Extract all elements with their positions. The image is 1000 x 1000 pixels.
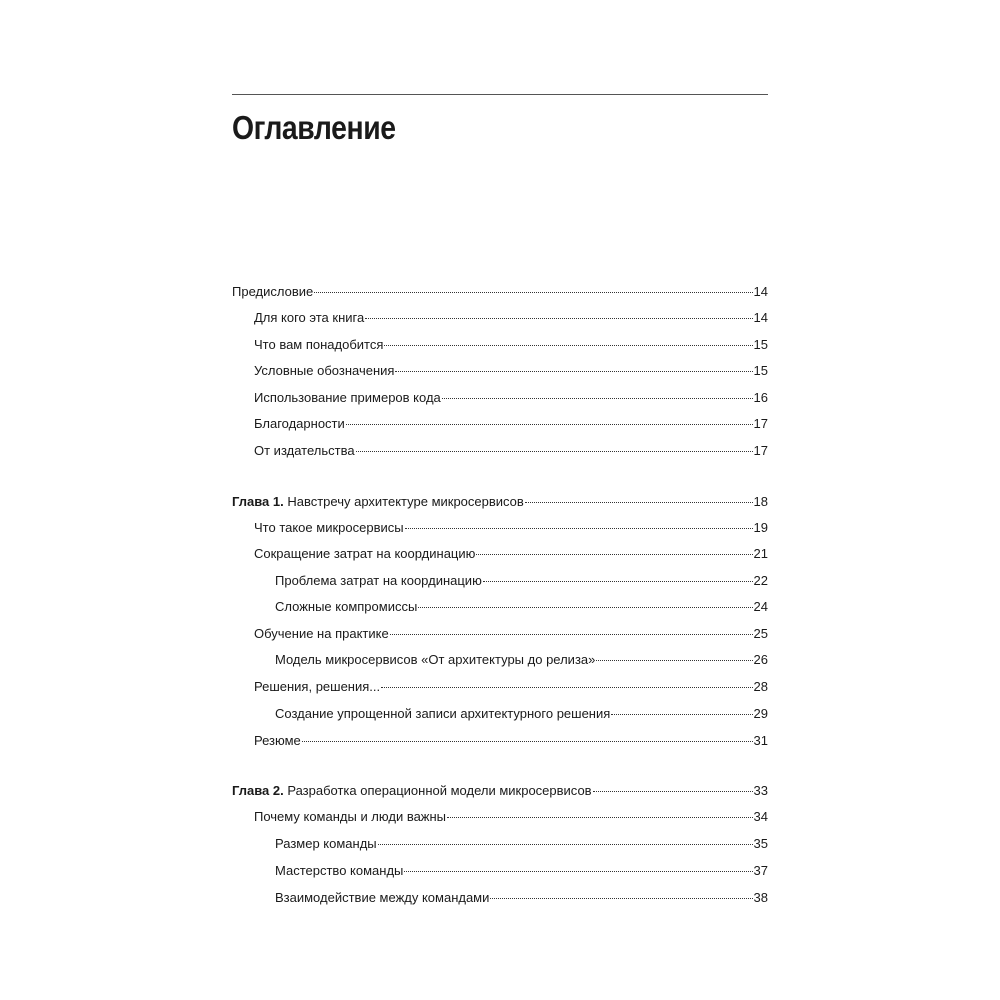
toc-entry-title [275, 597, 417, 617]
toc-entry-text: Почему команды и люди важны [254, 809, 447, 824]
toc-entry [254, 518, 768, 538]
toc-entry-text: Обучение на практике [254, 626, 389, 641]
toc-entry-text: Для кого эта книга [254, 310, 365, 325]
dot-leader [395, 371, 752, 372]
dot-leader [483, 581, 753, 582]
toc-entry [275, 861, 768, 881]
toc-page-number: 18 [753, 494, 768, 509]
toc-entry-text: Резюме [254, 733, 301, 748]
toc-entry [254, 677, 768, 697]
toc-page-number: 34 [753, 809, 768, 824]
toc-entry [232, 282, 768, 302]
toc-page-number: 14 [753, 284, 768, 299]
toc-entry-title [254, 308, 364, 328]
toc-entry-title [275, 571, 482, 591]
toc-page-number: 15 [753, 363, 768, 378]
toc-entry-title [254, 361, 394, 381]
toc-entry-text: Условные обозначения [254, 363, 395, 378]
toc-entry-text: Создание упрощенной записи архитектурного решения [275, 706, 611, 721]
toc-entry [254, 544, 768, 564]
toc-entry-text: Проблема затрат на координацию [275, 573, 482, 588]
dot-leader [378, 844, 753, 845]
toc-entry-text: Навстречу архитектуре микросервисов [287, 494, 524, 509]
toc-entry-text: Предисловие [232, 284, 314, 299]
toc-entry-title [254, 518, 404, 538]
toc-page-number: 24 [753, 599, 768, 614]
dot-leader [611, 714, 752, 715]
toc-entry-title [254, 441, 355, 461]
toc-entry [254, 624, 768, 644]
toc-page-number: 14 [753, 310, 768, 325]
dot-leader [381, 687, 752, 688]
dot-leader [593, 791, 753, 792]
toc-page-number: 33 [753, 783, 768, 798]
toc-entry-text: Сокращение затрат на координацию [254, 546, 476, 561]
toc-entry-text: Что такое микросервисы [254, 520, 404, 535]
toc-chapter-entry [232, 492, 768, 512]
toc-entry [254, 731, 768, 751]
toc-entry [275, 704, 768, 724]
toc-entry [275, 597, 768, 617]
toc-page-number: 29 [753, 706, 768, 721]
dot-leader [390, 634, 753, 635]
toc-entry-text: Размер команды [275, 836, 377, 851]
toc-entry-text: Взаимодействие между командами [275, 890, 490, 905]
toc-page-number: 26 [753, 652, 768, 667]
toc-page-number: 38 [753, 890, 768, 905]
toc-page-number: 35 [753, 836, 768, 851]
dot-leader [384, 345, 752, 346]
chapter-number: Глава 2. [232, 783, 284, 798]
toc-entry-title [232, 492, 524, 512]
dot-leader [356, 451, 753, 452]
toc-page-number: 17 [753, 443, 768, 458]
toc-entry-text: Решения, решения... [254, 679, 381, 694]
toc-entry [254, 388, 768, 408]
toc-entry-title [275, 861, 403, 881]
toc-entry-title [254, 544, 475, 564]
toc-entry-title [254, 624, 389, 644]
toc-entry-title [232, 781, 592, 801]
toc-entry-title [254, 414, 345, 434]
toc-entry-text: Модель микросервисов «От архитектуры до релиза» [275, 652, 596, 667]
toc-entry-title [254, 677, 380, 697]
table-of-contents [232, 0, 768, 1000]
toc-entry-text: Благодарности [254, 416, 345, 431]
toc-entry [254, 361, 768, 381]
dot-leader [302, 741, 753, 742]
toc-entry-title [254, 731, 301, 751]
dot-leader [490, 898, 752, 899]
toc-chapter-entry [232, 781, 768, 801]
toc-page-number: 25 [753, 626, 768, 641]
toc-entry-text: Разработка операционной модели микросервисов [287, 783, 592, 798]
toc-page-number: 28 [753, 679, 768, 694]
toc-entry [254, 308, 768, 328]
dot-leader [525, 502, 753, 503]
toc-entry [254, 414, 768, 434]
toc-entry [254, 441, 768, 461]
toc-entry-text: От издательства [254, 443, 355, 458]
toc-entry [254, 807, 768, 827]
dot-leader [404, 871, 752, 872]
toc-entry [254, 335, 768, 355]
dot-leader [314, 292, 752, 293]
dot-leader [442, 398, 753, 399]
dot-leader [365, 318, 752, 319]
toc-entry-title [254, 807, 446, 827]
toc-entry-title [275, 704, 610, 724]
toc-page-number: 19 [753, 520, 768, 535]
toc-entry-text: Сложные компромиссы [275, 599, 418, 614]
toc-page-number: 21 [753, 546, 768, 561]
dot-leader [405, 528, 753, 529]
page-title: Оглавление [232, 109, 396, 146]
toc-page-number: 31 [753, 733, 768, 748]
toc-page-number: 16 [753, 390, 768, 405]
toc-entry-text: Что вам понадобится [254, 337, 384, 352]
toc-page-number: 22 [753, 573, 768, 588]
toc-entry [275, 834, 768, 854]
toc-entry [275, 650, 768, 670]
toc-page-number: 17 [753, 416, 768, 431]
dot-leader [476, 554, 752, 555]
dot-leader [447, 817, 753, 818]
toc-entry [275, 571, 768, 591]
chapter-number: Глава 1. [232, 494, 284, 509]
toc-entry-title [275, 888, 489, 908]
toc-entry-text: Мастерство команды [275, 863, 404, 878]
toc-entry-title [254, 335, 383, 355]
toc-entry-title [275, 650, 595, 670]
toc-entry-title [254, 388, 441, 408]
toc-page-number: 37 [753, 863, 768, 878]
toc-page-number: 15 [753, 337, 768, 352]
dot-leader [596, 660, 752, 661]
toc-entry-title [232, 282, 313, 302]
dot-leader [418, 607, 752, 608]
toc-entry [275, 888, 768, 908]
dot-leader [346, 424, 753, 425]
toc-entry-title [275, 834, 377, 854]
toc-entry-text: Использование примеров кода [254, 390, 441, 405]
